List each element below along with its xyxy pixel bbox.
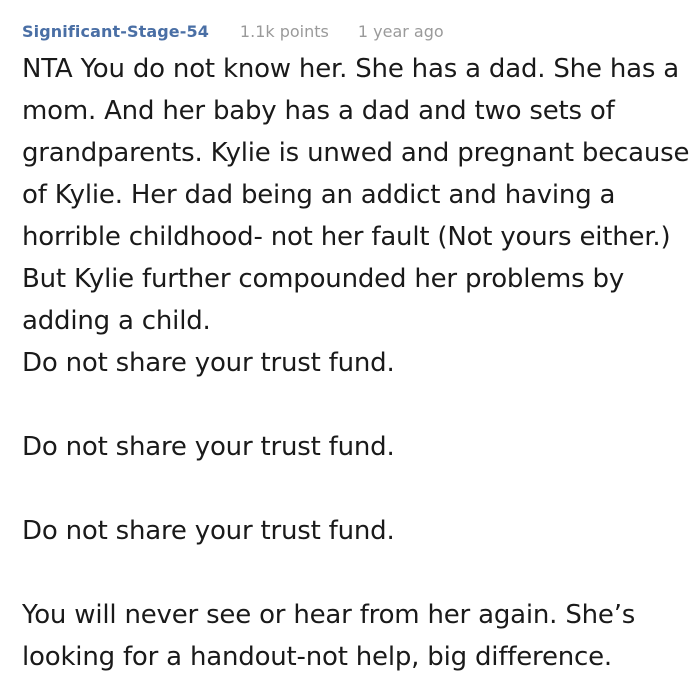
comment-paragraph-trust-1: Do not share your trust fund. xyxy=(22,348,395,378)
paragraph-gap xyxy=(22,552,692,594)
author-link[interactable]: Significant-Stage-54 xyxy=(22,21,209,41)
comment-body xyxy=(22,48,698,678)
comment-paragraph-trust-2: Do not share your trust fund. xyxy=(22,432,395,462)
points-count: 1.1k points xyxy=(239,21,329,41)
paragraph-gap xyxy=(22,384,692,426)
paragraph-gap xyxy=(22,468,692,510)
timestamp: 1 year ago xyxy=(357,21,444,41)
comment-paragraph-trust-3: Do not share your trust fund. xyxy=(22,516,395,546)
comment-paragraph-intro: NTA You do not know her. She has a dad. She has a mom. And her baby has a dad and two sets of grandparents. Kylie is unwed and pregnant because of Kylie. Her dad being an addict and having a horrible childhood- not her fault (Not yours either.) But Kylie further compounded her problems by adding a child. xyxy=(22,54,698,336)
comment-paragraph-closing: You will never see or hear from her again. She’s looking for a handout-not help, big difference. xyxy=(22,600,644,672)
comment-meta xyxy=(22,19,444,43)
